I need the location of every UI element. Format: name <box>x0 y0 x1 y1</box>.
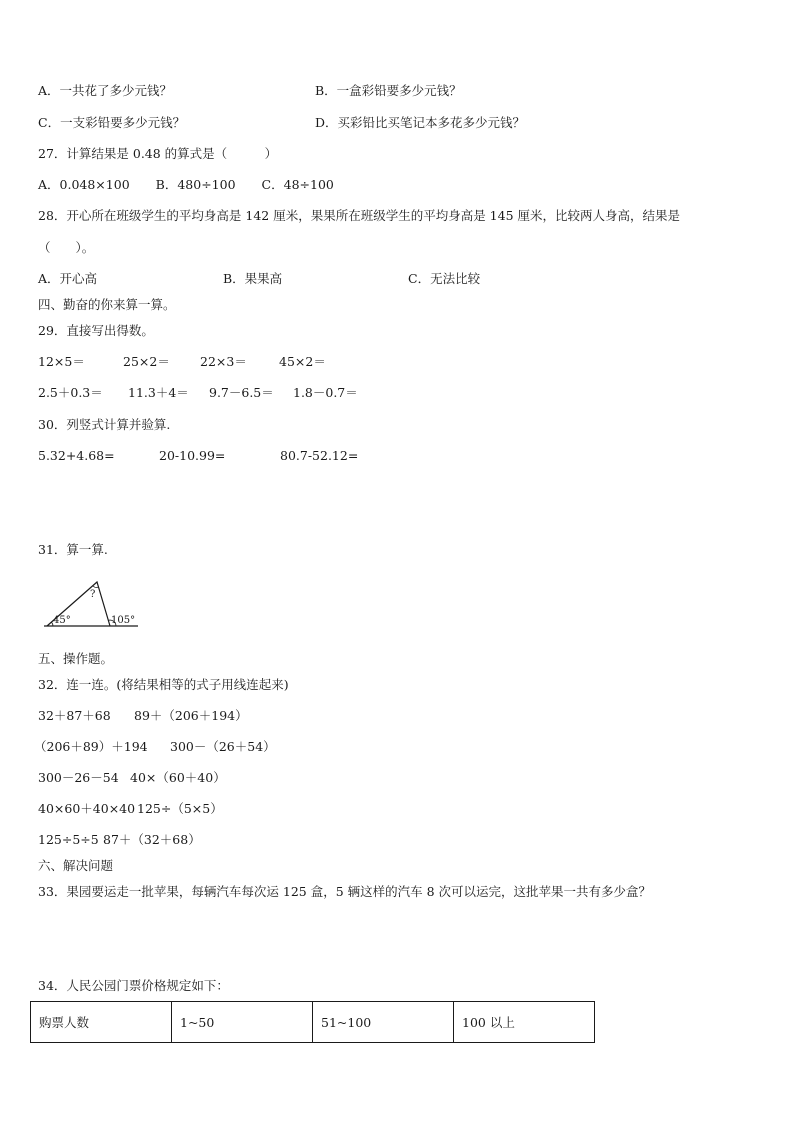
q29-item: 25×2＝ <box>123 354 170 369</box>
table-cell: 购票人数 <box>31 1002 172 1043</box>
q32-left-item: 125÷5÷5 <box>38 832 99 847</box>
q30-item: 80.7-52.12= <box>280 448 359 463</box>
angle-label-105: 105° <box>111 615 136 626</box>
section-5-heading: 五、操作题。 <box>38 651 114 666</box>
q31-title: 31．算一算. <box>38 542 108 557</box>
q27-option-c: C．48÷100 <box>261 177 334 192</box>
q29-item: 22×3＝ <box>200 354 247 369</box>
table-row <box>31 1002 595 1043</box>
q29-item: 1.8－0.7＝ <box>293 385 358 400</box>
q28-option-a: A．开心高 <box>38 271 98 286</box>
section-4-heading: 四、勤奋的你来算一算。 <box>38 297 176 312</box>
q32-left-item: 40×60＋40×40 <box>38 801 136 816</box>
q29-title: 29．直接写出得数。 <box>38 323 154 338</box>
q33-question: 33．果园要运走一批苹果，每辆汽车每次运 125 盒，5 辆这样的汽车 8 次可以运完，这批苹果一共有多少盒？ <box>38 884 652 899</box>
q34-title: 34．人民公园门票价格规定如下： <box>38 978 229 993</box>
q30-item: 5.32+4.68= <box>38 448 115 463</box>
ticket-price-table <box>30 1001 595 1043</box>
q30-title: 30．列竖式计算并验算. <box>38 417 171 432</box>
q28-question-line2: （ ）。 <box>38 240 95 255</box>
angle-label-45: 45° <box>53 615 71 626</box>
q32-left-item: （206＋89）＋194 <box>34 739 148 754</box>
q32-title: 32．连一连。(将结果相等的式子用线连起来) <box>38 677 289 692</box>
q26-option-c: C．一支彩铅要多少元钱？ <box>38 115 186 130</box>
q32-right-item: 125÷（5×5） <box>137 801 223 816</box>
q32-right-item: 40×（60＋40） <box>130 770 226 785</box>
q32-right-item: 89＋（206＋194） <box>134 708 248 723</box>
q26-option-d: D．买彩铅比买笔记本多花多少元钱？ <box>315 115 526 130</box>
q27-options <box>38 177 334 193</box>
q28-option-b: B．果果高 <box>223 271 283 286</box>
q32-left-item: 300－26－54 <box>38 770 119 785</box>
q30-item: 20-10.99= <box>159 448 226 463</box>
q29-item: 45×2＝ <box>279 354 326 369</box>
q28-option-c: C．无法比较 <box>408 271 481 286</box>
q26-option-b: B．一盒彩铅要多少元钱？ <box>315 83 462 98</box>
q26-option-a: A．一共花了多少元钱？ <box>38 83 173 98</box>
q28-question-line1: 28．开心所在班级学生的平均身高是 142 厘米，果果所在班级学生的平均身高是 145 厘米，比较两人身高，结果是 <box>38 208 681 223</box>
table-cell: 1~50 <box>172 1002 313 1043</box>
table-cell: 100 以上 <box>454 1002 595 1043</box>
q27-question: 27．计算结果是 0.48 的算式是（ ） <box>38 146 278 161</box>
q27-option-b: B．480÷100 <box>155 177 236 192</box>
angle-label-unknown: ? <box>90 589 96 600</box>
q29-item: 9.7－6.5＝ <box>209 385 274 400</box>
q29-item: 11.3＋4＝ <box>128 385 189 400</box>
triangle-figure <box>40 578 150 634</box>
q32-right-item: 300－（26＋54） <box>170 739 276 754</box>
q27-option-a: A．0.048×100 <box>38 177 130 192</box>
section-6-heading: 六、解决问题 <box>38 858 114 873</box>
table-cell: 51~100 <box>313 1002 454 1043</box>
q29-item: 2.5＋0.3＝ <box>38 385 103 400</box>
q32-right-item: 87＋（32＋68） <box>103 832 201 847</box>
q29-item: 12×5＝ <box>38 354 85 369</box>
q32-left-item: 32＋87＋68 <box>38 708 111 723</box>
